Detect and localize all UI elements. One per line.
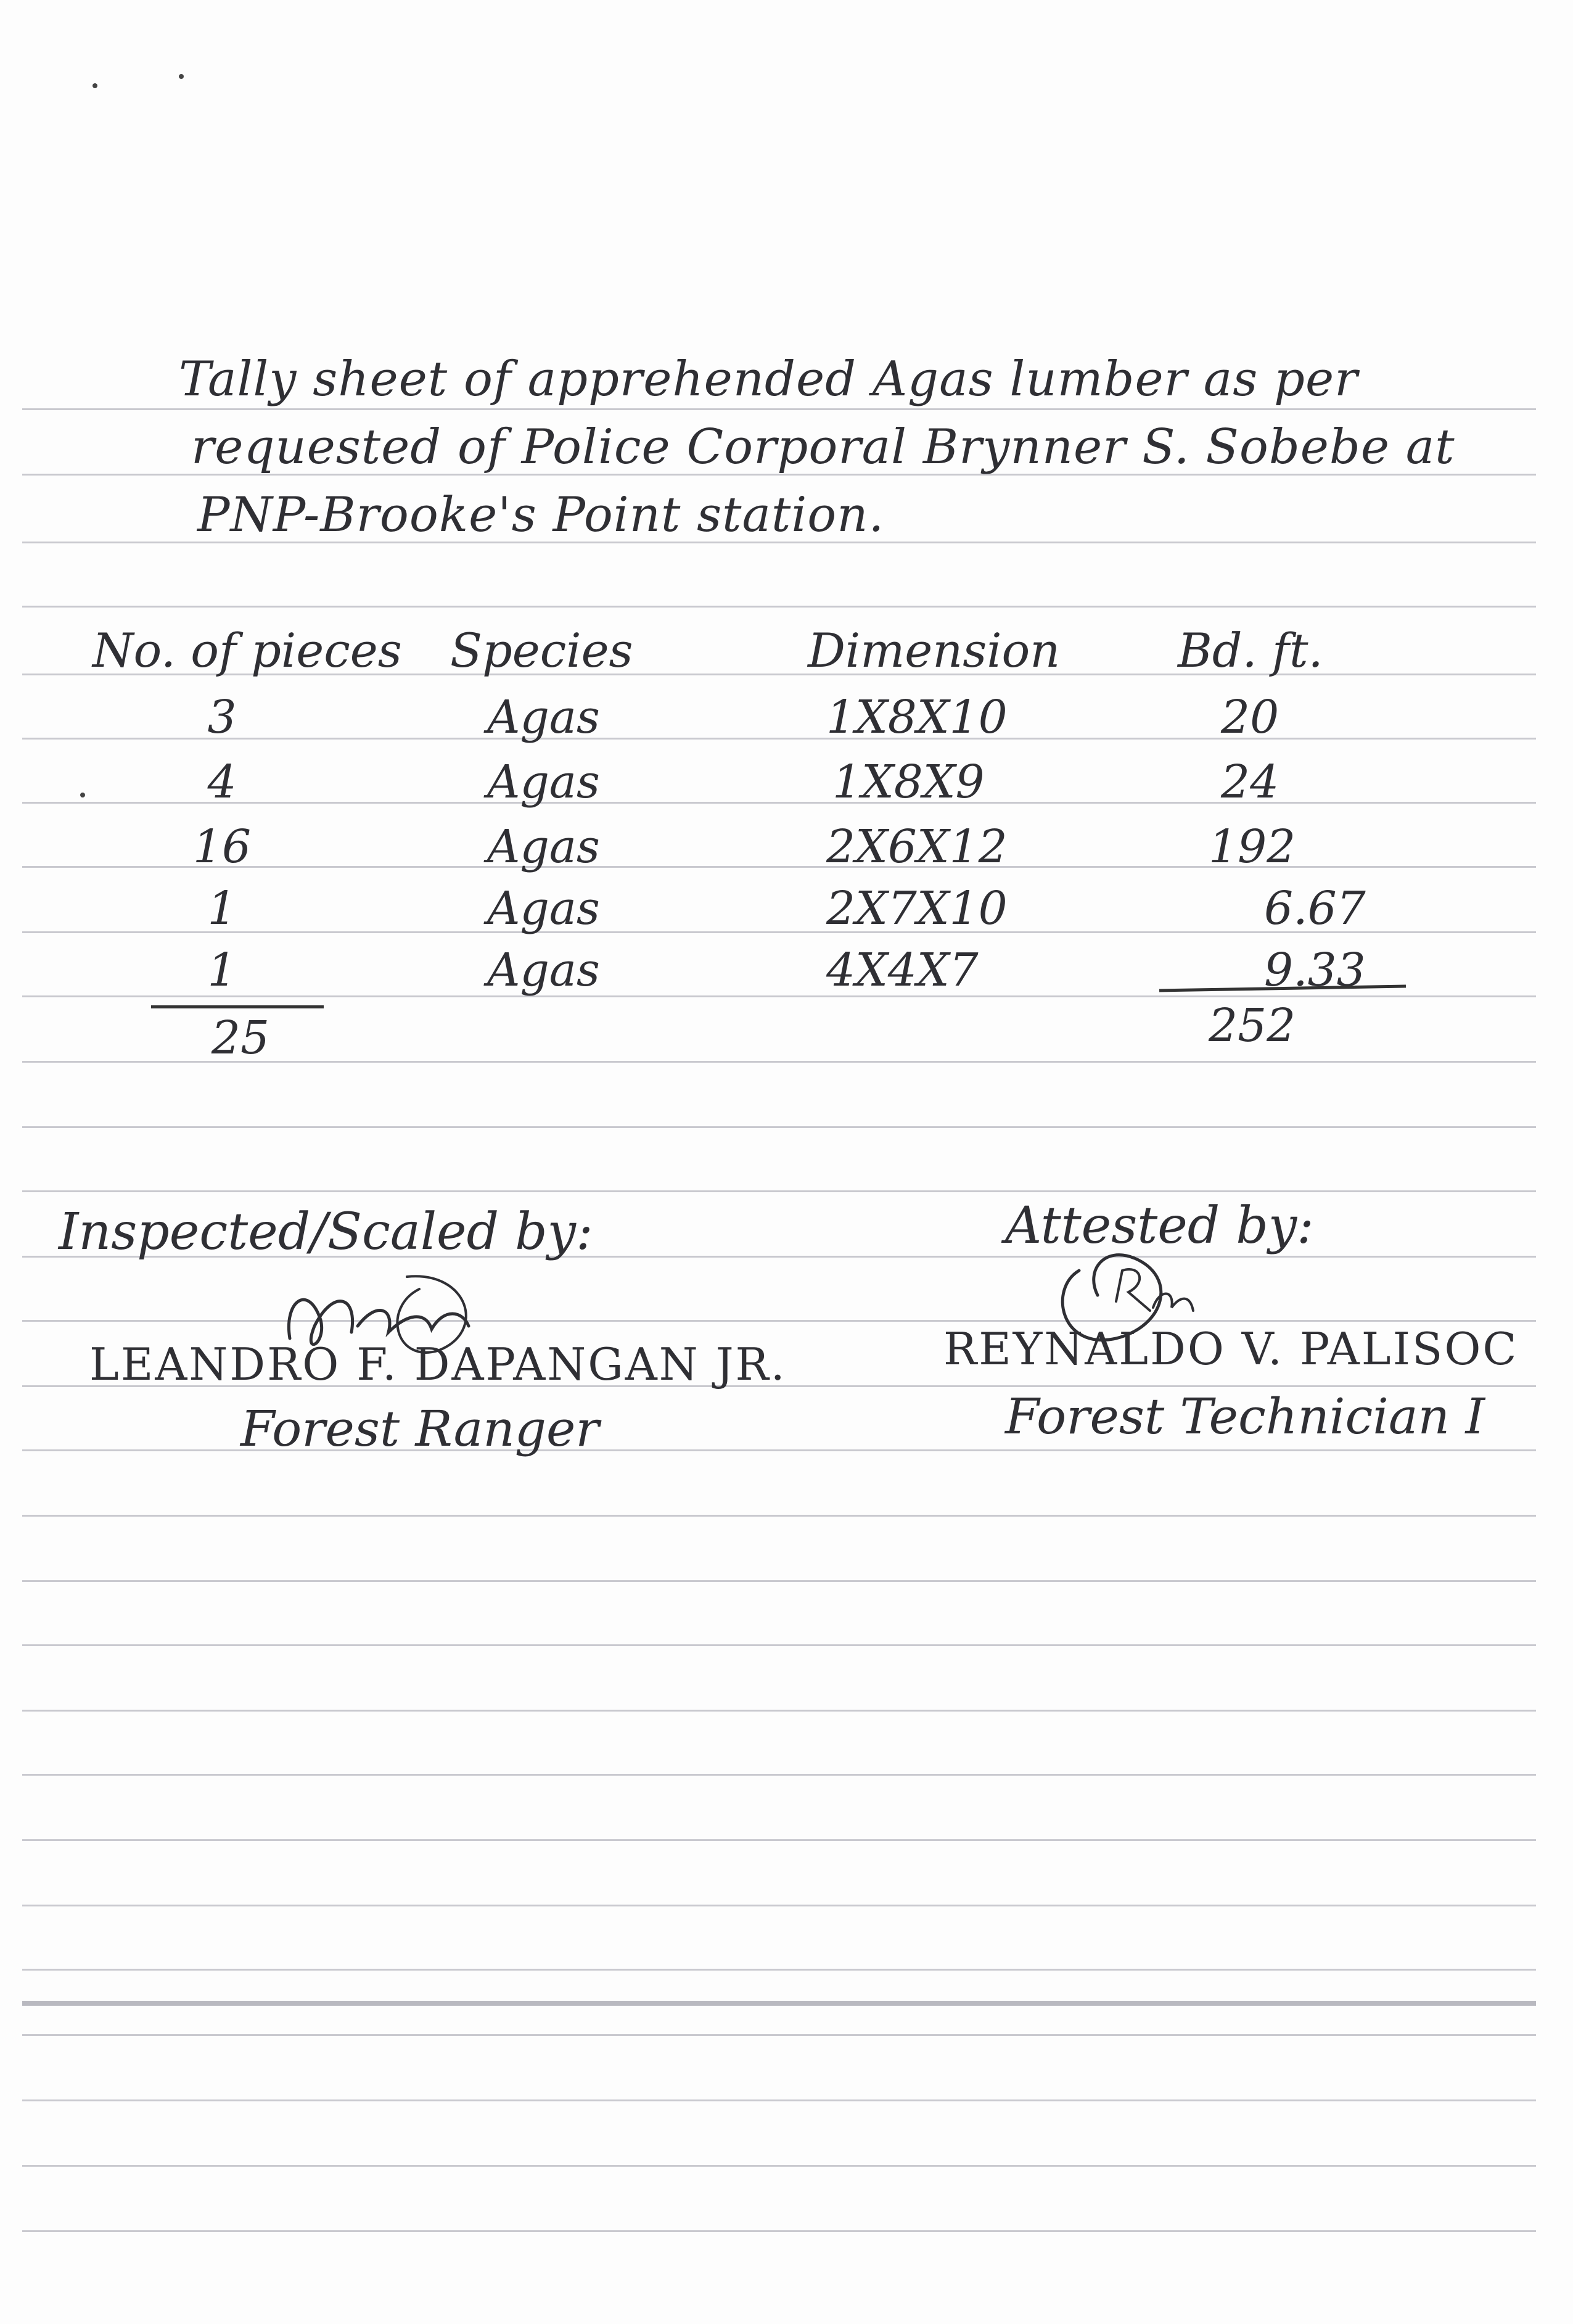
cell-species: Agas <box>487 944 600 997</box>
header-bdft: Bd. ft. <box>1178 623 1323 678</box>
ruled-line-heavy <box>22 2001 1536 2006</box>
ruled-line <box>22 1710 1536 1712</box>
cell-dimension: 2X7X10 <box>826 882 1008 935</box>
attester-role: Forest Technician I <box>1005 1388 1485 1445</box>
cell-dimension: 2X6X12 <box>826 820 1008 873</box>
scan-speck <box>179 74 184 79</box>
ruled-line <box>22 408 1536 410</box>
cell-pieces: 1 <box>207 882 237 935</box>
scan-speck <box>80 793 85 797</box>
cell-species: Agas <box>487 756 600 809</box>
cell-dimension: 4X4X7 <box>826 944 979 997</box>
cell-species: Agas <box>487 691 600 744</box>
ruled-line <box>22 2099 1536 2101</box>
title-line-3: PNP-Brooke's Point station. <box>197 487 885 543</box>
ruled-line <box>22 1905 1536 1906</box>
attested-by-label: Attested by: <box>1005 1197 1314 1255</box>
total-bdft: 252 <box>1209 999 1296 1052</box>
cell-bdft: 24 <box>1221 756 1279 809</box>
ruled-line <box>22 1126 1536 1128</box>
ruled-line <box>22 1190 1536 1192</box>
cell-bdft: 9.33 <box>1264 944 1366 997</box>
header-dimension: Dimension <box>808 623 1061 678</box>
cell-pieces: 16 <box>192 820 252 873</box>
attester-signature <box>1042 1234 1239 1369</box>
ruled-line <box>22 1644 1536 1646</box>
ruled-line <box>22 1774 1536 1776</box>
ruled-line <box>22 1515 1536 1517</box>
cell-dimension: 1X8X9 <box>832 756 985 809</box>
inspector-signature <box>265 1252 524 1388</box>
inspected-by-label: Inspected/Scaled by: <box>59 1203 593 1261</box>
inspector-role: Forest Ranger <box>240 1400 599 1457</box>
total-pieces: 25 <box>211 1012 270 1065</box>
header-pieces: No. of pieces <box>92 623 402 678</box>
ruled-line <box>22 606 1536 608</box>
ruled-line <box>22 1320 1536 1322</box>
cell-pieces: 1 <box>207 944 237 997</box>
cell-pieces: 3 <box>207 691 237 744</box>
attester-name: REYNALDO V. PALISOC <box>943 1323 1519 1375</box>
ruled-line <box>22 2034 1536 2036</box>
ruled-line <box>22 1969 1536 1971</box>
scan-speck <box>92 83 97 88</box>
cell-dimension: 1X8X10 <box>826 691 1008 744</box>
cell-bdft: 20 <box>1221 691 1279 744</box>
cell-species: Agas <box>487 820 600 873</box>
ruled-line <box>22 1839 1536 1841</box>
header-species: Species <box>450 623 633 678</box>
ruled-line <box>22 2165 1536 2167</box>
cell-bdft: 192 <box>1209 820 1296 873</box>
title-line-1: Tally sheet of apprehended Agas lumber as per <box>179 352 1358 407</box>
cell-pieces: 4 <box>207 756 237 809</box>
cell-bdft: 6.67 <box>1264 882 1366 935</box>
ruled-line <box>22 1580 1536 1582</box>
inspector-name: LEANDRO F. DAPANGAN JR. <box>89 1338 787 1390</box>
title-line-2: requested of Police Corporal Brynner S. Sobebe at <box>191 419 1455 475</box>
ruled-line <box>22 2230 1536 2232</box>
pieces-sum-line <box>151 1005 324 1008</box>
cell-species: Agas <box>487 882 600 935</box>
